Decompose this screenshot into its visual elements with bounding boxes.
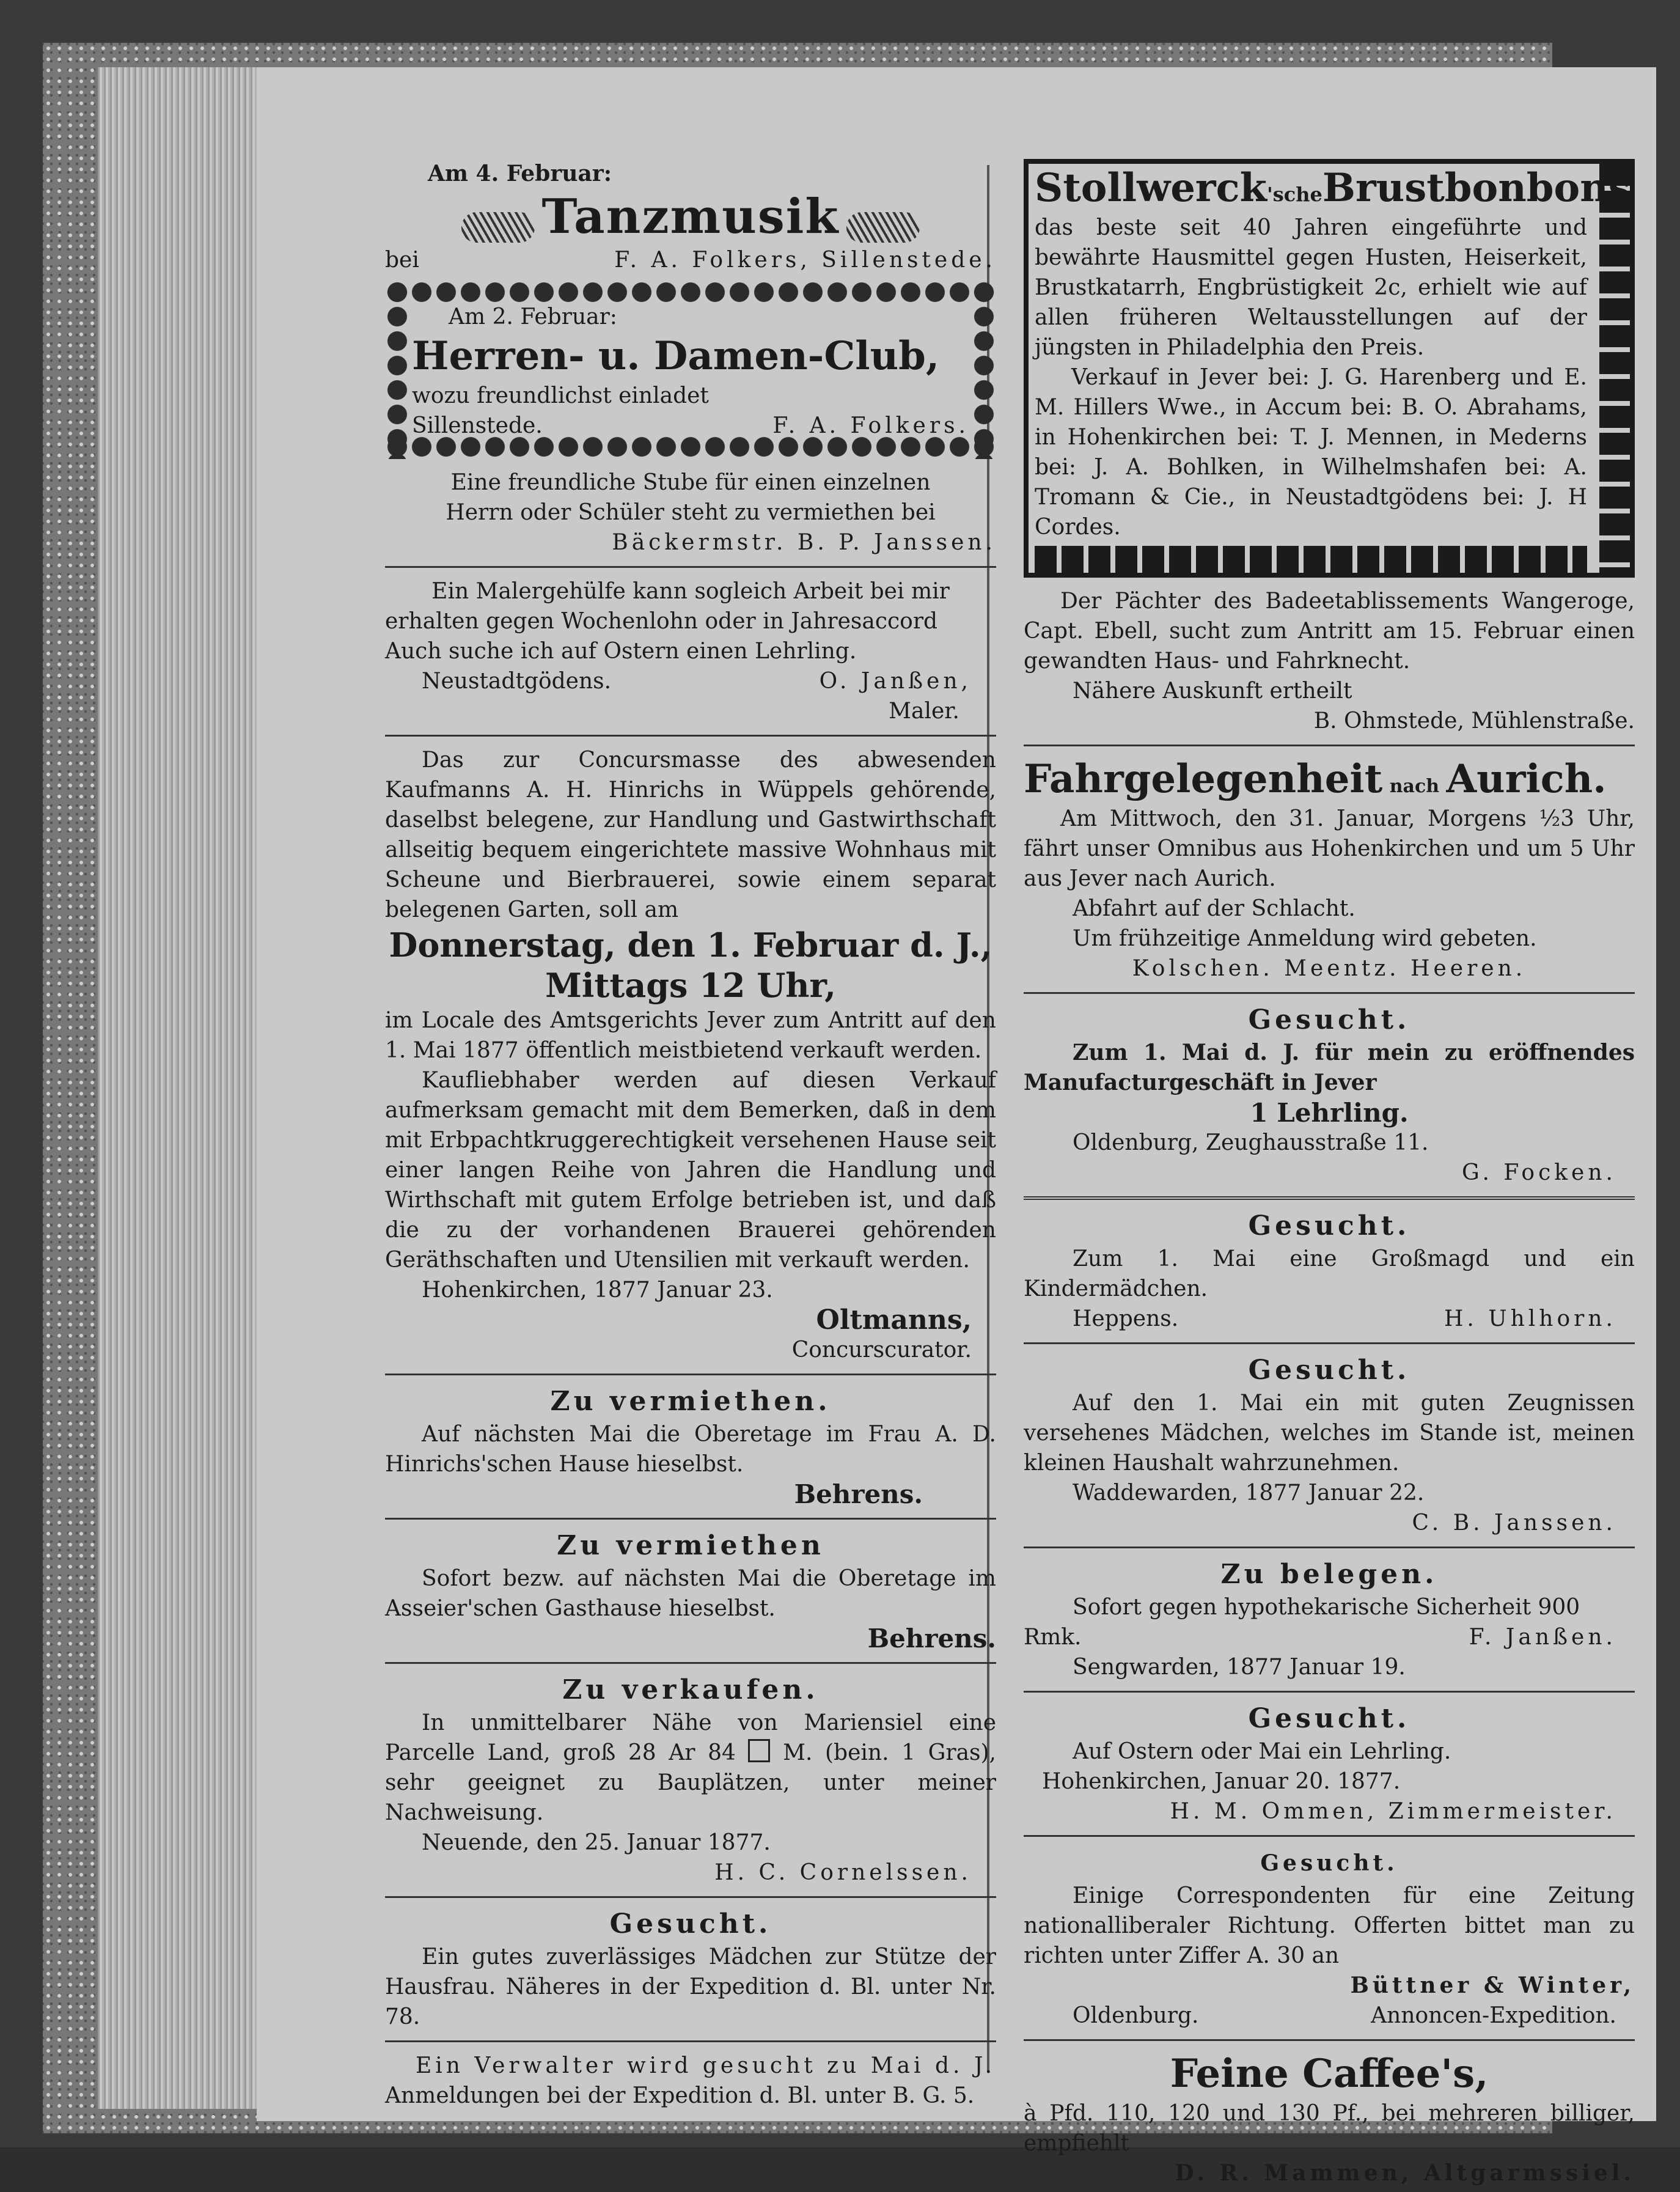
ges5-firm: Büttner & Winter, <box>1350 1973 1635 1998</box>
concurs-place: Hohenkirchen, 1877 Januar 23. <box>422 1278 773 1303</box>
rule <box>385 566 996 568</box>
club-name: F. A. Folkers. <box>772 413 969 438</box>
ges5-row <box>1024 2001 1635 2031</box>
tanz-name: F. A. Folkers, Sillenstede. <box>614 248 996 273</box>
concurs-text2: im Locale des Amtsgerichts Jever zum Antritt auf den 1. Mai 1877 öffentlich meistbietend verkauft werden. <box>385 1008 996 1063</box>
square-unit-icon <box>748 1739 770 1762</box>
maler-name: O. Janßen, <box>819 669 972 694</box>
ges4-head: Gesucht. <box>1248 1703 1410 1734</box>
beleg-head: Zu belegen. <box>1220 1559 1438 1590</box>
ges-head: Gesucht. <box>609 1908 772 1940</box>
fahr-title-row <box>1024 755 1635 804</box>
ad-verkaufen <box>385 1672 996 1888</box>
verm1-sign: Behrens. <box>794 1479 923 1509</box>
maler-sign-row <box>385 666 996 696</box>
club-place: Sillenstede. <box>412 413 543 438</box>
newspaper-page <box>257 67 1656 2186</box>
ges5-text: Einige Correspondenten für eine Zeitung nationalliberaler Richtung. Offerten bittet man zu richten unter Ziffer A. 30 an <box>1024 1883 1635 1968</box>
ges3-text: Auf den 1. Mai ein mit guten Zeugnissen versehenes Mädchen, welches im Stande ist, meinen kleinen Haushalt wahrzunehmen. <box>1024 1391 1635 1476</box>
fahr-l1: Abfahrt auf der Schlacht. <box>1073 896 1355 921</box>
stoll-text2: Verkauf in Jever bei: J. G. Harenberg und E. M. Hillers Wwe., in Accum bei: B. O. Abrahams, in Hohenkirchen bei: T. J. Mennen, in Mederns bei: J. A. Bohlken, in Wilhelmshafen bei: A. Tromann & Cie., in Neustadtgödens bei: J. H Cordes. <box>1035 365 1587 540</box>
ad-stube <box>385 468 996 557</box>
fahr-title-a: Fahrgelegenheit <box>1024 756 1383 802</box>
beleg-amount: Rmk. <box>1024 1625 1082 1650</box>
ad-vermiethen-2 <box>385 1528 996 1653</box>
verk-text-b: M. (bein. 1 Gras), sehr geeignet zu Bauplätzen, unter meiner Nachweisung. <box>385 1740 996 1825</box>
stube-sign: Bäckermstr. B. P. Janssen. <box>612 530 996 555</box>
ges4-place: Hohenkirchen, Januar 20. 1877. <box>1042 1769 1401 1794</box>
club-title: Herren- u. Damen-Club, <box>412 333 940 379</box>
fahr-l2: Um frühzeitige Anmeldung wird gebeten. <box>1073 926 1537 951</box>
ad-zu-belegen <box>1024 1557 1635 1682</box>
ad-gesucht-4 <box>1024 1701 1635 1826</box>
rule <box>385 1518 996 1520</box>
verk-text-a: In unmittelbarer Nähe von Mariensiel eine Parcelle Land, groß 28 Ar 84 <box>385 1710 996 1765</box>
ges2-sign: H. Uhlhorn. <box>1443 1306 1616 1331</box>
maler-line1: Ein Malergehülfe kann sogleich Arbeit bei mir <box>431 579 950 604</box>
beleg-sign: F. Janßen. <box>1469 1625 1616 1650</box>
rule <box>385 735 996 737</box>
maler-line2: erhalten gegen Wochenlohn oder in Jahresaccord <box>385 609 938 634</box>
verm1-text: Auf nächsten Mai die Oberetage im Frau A. D. Hinrichs'schen Hause hieselbst. <box>385 1422 996 1477</box>
tanz-title: Tanzmusik <box>541 189 840 245</box>
ges5-head: Gesucht. <box>1260 1850 1398 1876</box>
ad-gesucht-3 <box>1024 1353 1635 1538</box>
ad-stollwerck-box <box>1024 159 1635 578</box>
verk-head: Zu verkaufen. <box>562 1674 819 1705</box>
maler-line3: Auch suche ich auf Ostern einen Lehrling. <box>385 639 857 664</box>
rule <box>385 1374 996 1375</box>
ad-gesucht-left <box>385 1907 996 2032</box>
rule <box>1024 1547 1635 1548</box>
ad-caffee <box>1024 2050 1635 2188</box>
fahr-sign: Kolschen. Meentz. Heeren. <box>1132 956 1527 981</box>
ges2-sign-row <box>1024 1304 1635 1334</box>
rule <box>1024 1691 1635 1693</box>
concurs-sign: Oltmanns, <box>816 1304 972 1336</box>
verm2-sign: Behrens. <box>867 1624 996 1653</box>
paechter-line: Nähere Auskunft ertheilt <box>1073 679 1352 704</box>
verm1-head: Zu vermiethen. <box>550 1386 831 1417</box>
ges4-text: Auf Ostern oder Mai ein Lehrling. <box>1073 1739 1451 1764</box>
ad-gesucht-1 <box>1024 1002 1635 1188</box>
verw-line1: Ein Verwalter wird gesucht zu Mai d. J. <box>416 2053 996 2078</box>
ad-vermiethen-1 <box>385 1384 996 1509</box>
rule <box>1024 992 1635 994</box>
double-rule <box>1024 1196 1635 1200</box>
concurs-text1: Das zur Concursmasse des abwesenden Kaufmanns A. H. Hinrichs in Wüppels gehörende, daselbst belegene, zur Handlung und Gastwirthschaft allseitig bequem eingerichtete massive Wohnhaus mit Scheune und Bierbrauerei, sowie einem separat belegenen Garten, soll am <box>385 748 996 922</box>
stoll-bottom-bar <box>1035 546 1587 573</box>
beleg-place: Sengwarden, 1877 Januar 19. <box>1073 1655 1406 1680</box>
concurs-text3: Kaufliebhaber werden auf diesen Verkauf aufmerksam gemacht mit dem Bemerken, daß in dem mit Erbpachtkruggerechtigkeit versehenen Hause seit einer langen Reihe von Jahren die Handlung und Wirthschaft mit gutem Erfolge betrieben ist, und daß die zu der vorhandenen Brauerei gehörenden Geräthschaften und Utensilien mit verkauft werden. <box>385 1068 996 1273</box>
rule <box>1024 2039 1635 2041</box>
right-column <box>1024 159 1635 2192</box>
fahr-title-b: nach <box>1389 776 1440 797</box>
stube-line1: Eine freundliche Stube für einen einzelnen <box>450 470 931 495</box>
rule <box>385 2040 996 2042</box>
verk-place: Neuende, den 25. Januar 1877. <box>422 1830 771 1855</box>
ad-gesucht-2 <box>1024 1208 1635 1334</box>
maler-title: Maler. <box>889 699 959 724</box>
ges1-head: Gesucht. <box>1248 1004 1410 1035</box>
tanz-date: Am 4. Februar: <box>428 161 612 186</box>
ges5-role: Annoncen-Expedition. <box>1371 2003 1616 2028</box>
ges5-place: Oldenburg. <box>1073 2003 1199 2028</box>
paechter-text: Der Pächter des Badeetablissements Wangeroge, Capt. Ebell, sucht zum Antritt am 15. Februar einen gewandten Haus- und Fahrknecht. <box>1024 589 1635 674</box>
ges2-text: Zum 1. Mai eine Großmagd und ein Kindermädchen. <box>1024 1246 1635 1301</box>
ges1-text: Zum 1. Mai d. J. für mein zu eröffnendes Manufacturgeschäft in Jever <box>1024 1040 1635 1095</box>
ges-text: Ein gutes zuverlässiges Mädchen zur Stütze der Hausfrau. Näheres in der Expedition d. Bl. unter Nr. 78. <box>385 1944 996 2029</box>
verk-sign: H. C. Cornelssen. <box>714 1860 972 1885</box>
concurs-role: Concurscurator. <box>791 1337 972 1363</box>
ad-paechter <box>1024 586 1635 736</box>
fahr-title-c: Aurich. <box>1446 756 1607 802</box>
ad-gesucht-5 <box>1024 1845 1635 2031</box>
tanz-title-row <box>385 189 996 245</box>
ges2-head: Gesucht. <box>1248 1210 1410 1241</box>
rule <box>1024 1342 1635 1344</box>
ad-maler <box>385 576 996 726</box>
ornament-right-icon <box>846 212 920 243</box>
club-line: wozu freundlichst einladet <box>412 383 709 408</box>
tanz-bei: bei <box>385 248 419 273</box>
verk-text <box>385 1708 996 1828</box>
rule <box>385 1662 996 1664</box>
caffee-sign: D. R. Mammen, Altgarmssiel. <box>1175 2160 1635 2186</box>
stoll-title-b: 'sche <box>1266 183 1322 206</box>
ges3-place: Waddewarden, 1877 Januar 22. <box>1073 1480 1425 1506</box>
ges1-sign: G. Focken. <box>1462 1160 1616 1185</box>
caffee-text: à Pfd. 110, 120 und 130 Pf., bei mehreren billiger, empfiehlt <box>1024 2101 1635 2156</box>
club-date: Am 2. Februar: <box>449 304 617 329</box>
left-column <box>385 159 996 2114</box>
caffee-title: Feine Caffee's, <box>1170 2051 1489 2097</box>
rule <box>385 1896 996 1898</box>
ges3-head: Gesucht. <box>1248 1355 1410 1386</box>
stoll-text: das beste seit 40 Jahren eingeführte und bewährte Hausmittel gegen Husten, Heiserkeit, Brustkatarrh, Engbrüstigkeit 2c, erhielt wie auf allen früheren Weltausstellungen auf der jüngsten in Philadelphia den Preis. <box>1035 215 1587 360</box>
ges2-place: Heppens. <box>1073 1306 1179 1331</box>
ornament-left-icon <box>461 212 535 243</box>
rule <box>1024 745 1635 746</box>
ges4-sign: H. M. Ommen, Zimmermeister. <box>1170 1799 1616 1824</box>
verm2-head: Zu vermiethen <box>557 1530 824 1561</box>
verm2-text: Sofort bezw. auf nächsten Mai die Oberetage im Asseier'schen Gasthause hieselbst. <box>385 1566 996 1621</box>
ad-concurs <box>385 745 996 1365</box>
beleg-row <box>1024 1622 1635 1652</box>
ad-verwalter <box>385 2051 996 2111</box>
maler-place: Neustadtgödens. <box>422 669 612 694</box>
stoll-title-row <box>1035 164 1630 213</box>
ges1-place: Oldenburg, Zeughausstraße 11. <box>1073 1130 1429 1155</box>
stube-line2: Herrn oder Schüler steht zu vermiethen bei <box>446 500 936 525</box>
stoll-title-a: Stollwerck <box>1035 165 1267 211</box>
tanz-sign-row <box>385 245 996 275</box>
page-edges <box>98 67 269 2109</box>
fahr-text: Am Mittwoch, den 31. Januar, Morgens ½3 Uhr, fährt unser Omnibus aus Hohenkirchen und um 5 Uhr aus Jever nach Aurich. <box>1024 806 1635 891</box>
rule <box>1024 1835 1635 1837</box>
concurs-date: Donnerstag, den 1. Februar d. J., <box>389 925 992 965</box>
stoll-title-c: Brustbonbons <box>1322 165 1630 211</box>
ad-club-box <box>385 280 996 459</box>
ad-fahrgelegenheit <box>1024 755 1635 984</box>
concurs-time: Mittags 12 Uhr, <box>545 966 836 1005</box>
verw-line2: Anmeldungen bei der Expedition d. Bl. unter B. G. 5. <box>385 2083 975 2108</box>
beleg-text: Sofort gegen hypothekarische Sicherheit 900 <box>1073 1595 1580 1620</box>
ges1-item: 1 Lehrling. <box>1250 1098 1409 1128</box>
club-sign-row <box>412 411 969 441</box>
ges3-sign: C. B. Janssen. <box>1412 1510 1616 1536</box>
paechter-sign: B. Ohmstede, Mühlenstraße. <box>1313 708 1635 734</box>
ad-tanzmusik <box>385 159 996 275</box>
